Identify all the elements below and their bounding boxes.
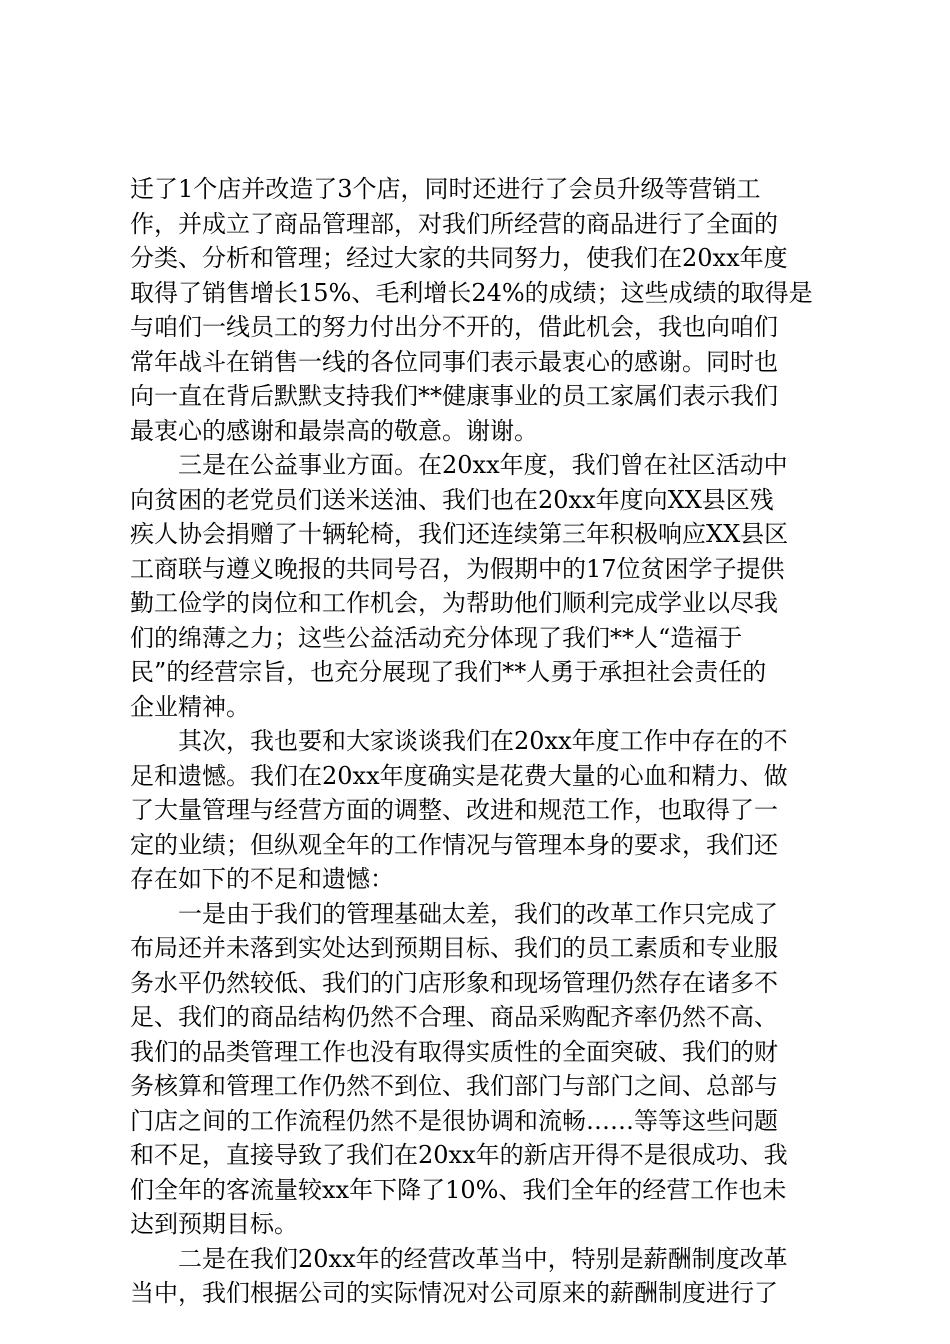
text-line: 布局还并未落到实处达到预期目标、我们的员工素质和专业服 xyxy=(130,934,778,962)
text-line: 工商联与遵义晚报的共同号召，为假期中的17位贫困学子提供 xyxy=(130,554,785,583)
text-line: 勤工俭学的岗位和工作机会，为帮助他们顺利完成学业以尽我 xyxy=(130,589,778,617)
text-line: 向贫困的老党员们送米送油、我们也在20xx年度向XX县区残 xyxy=(130,485,774,514)
text-line: 我们的品类管理工作也没有取得实质性的全面突破、我们的财 xyxy=(130,1037,778,1066)
text-line: 们全年的客流量较xx年下降了10%、我们全年的经营工作也未 xyxy=(130,1175,787,1204)
document-body xyxy=(130,172,830,1311)
text-line: 们的绵薄之力；这些公益活动充分体现了我们**人“造福于 xyxy=(130,623,743,652)
text-line: 和不足，直接导致了我们在20xx年的新店开得不是很成功、我 xyxy=(130,1141,788,1169)
text-line: 三是在公益事业方面。在20xx年度，我们曾在社区活动中 xyxy=(130,451,788,479)
text-line: 迁了1个店并改造了3个店，同时还进行了会员升级等营销工 xyxy=(130,175,761,203)
text-line: 分类、分析和管理；经过大家的共同努力，使我们在20xx年度 xyxy=(130,244,788,272)
text-line: 门店之间的工作流程仍然不是很协调和流畅……等等这些问题 xyxy=(130,1106,778,1135)
text-line: 民”的经营宗旨，也充分展现了我们**人勇于承担社会责任的 xyxy=(130,658,767,686)
text-line: 了大量管理与经营方面的调整、改进和规范工作，也取得了一 xyxy=(130,796,778,824)
text-line: 取得了销售增长15%、毛利增长24%的成绩；这些成绩的取得是 xyxy=(130,278,813,307)
text-line: 疾人协会捐赠了十辆轮椅，我们还连续第三年积极响应XX县区 xyxy=(130,520,789,548)
text-line: 足和遗憾。我们在20xx年度确实是花费大量的心血和精力、做 xyxy=(130,761,788,790)
text-line: 作，并成立了商品管理部，对我们所经营的商品进行了全面的 xyxy=(130,209,778,238)
text-line: 务水平仍然较低、我们的门店形象和现场管理仍然存在诸多不 xyxy=(130,968,778,997)
text-line: 其次，我也要和大家谈谈我们在20xx年度工作中存在的不 xyxy=(130,727,788,755)
text-line: 当中，我们根据公司的实际情况对公司原来的薪酬制度进行了 xyxy=(130,1279,778,1307)
text-line: 定的业绩；但纵观全年的工作情况与管理本身的要求，我们还 xyxy=(130,830,778,859)
text-line: 二是在我们20xx年的经营改革当中，特别是薪酬制度改革 xyxy=(130,1244,788,1273)
text-line: 常年战斗在销售一线的各位同事们表示最衷心的感谢。同时也 xyxy=(130,347,778,376)
text-line: 存在如下的不足和遗憾： xyxy=(130,865,394,893)
text-line: 与咱们一线员工的努力付出分不开的，借此机会，我也向咱们 xyxy=(130,313,778,341)
text-line: 务核算和管理工作仍然不到位、我们部门与部门之间、总部与 xyxy=(130,1072,778,1100)
text-line: 一是由于我们的管理基础太差，我们的改革工作只完成了 xyxy=(130,899,778,928)
text-line: 足、我们的商品结构仍然不合理、商品采购配齐率仍然不高、 xyxy=(130,1003,778,1031)
text-line: 达到预期目标。 xyxy=(130,1210,298,1238)
text-line: 企业精神。 xyxy=(130,692,250,721)
text-line: 最衷心的感谢和最崇高的敬意。谢谢。 xyxy=(130,416,538,445)
text-line: 向一直在背后默默支持我们**健康事业的员工家属们表示我们 xyxy=(130,382,778,410)
